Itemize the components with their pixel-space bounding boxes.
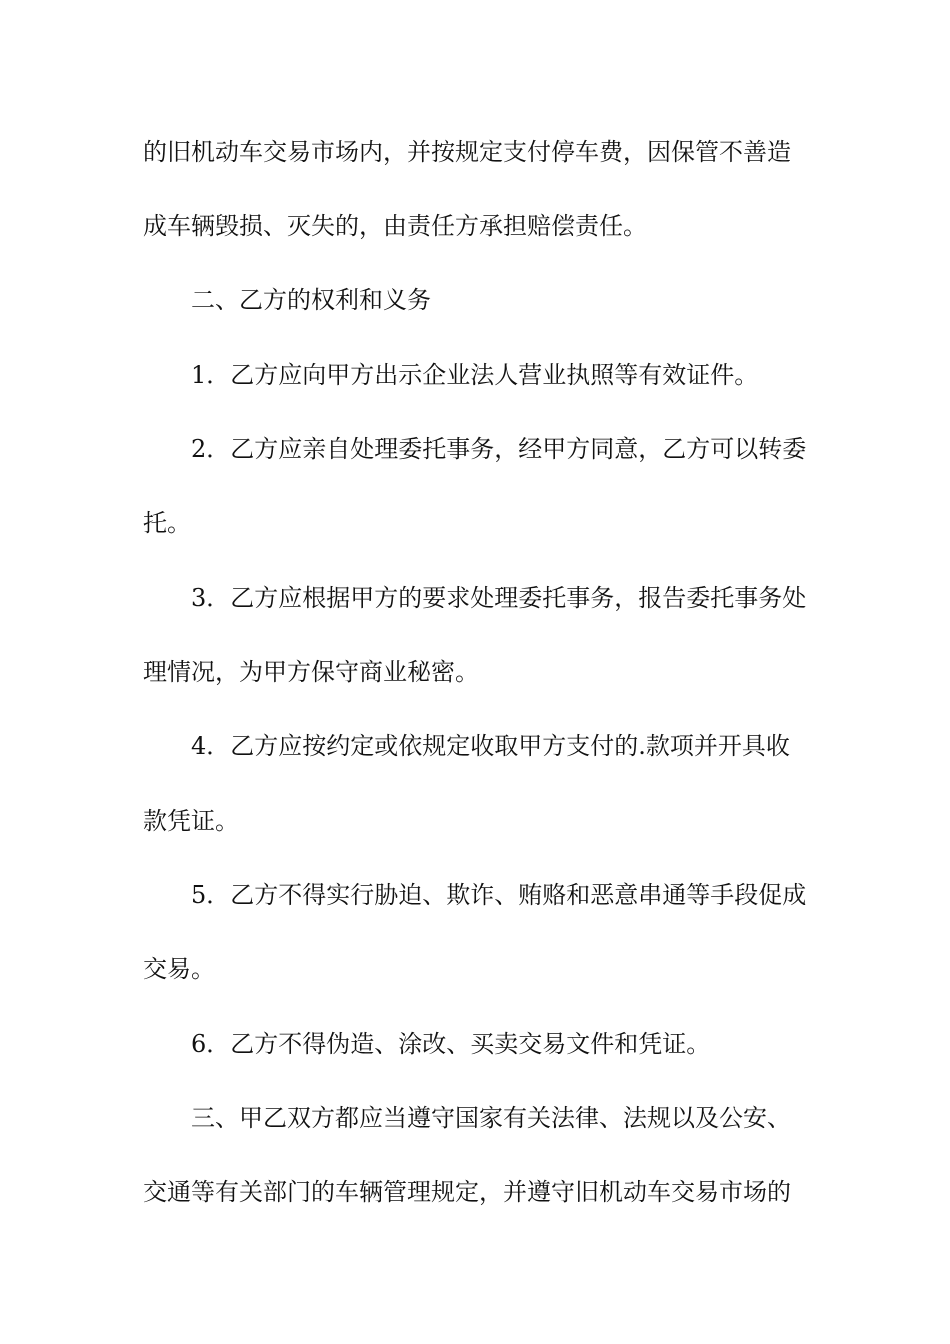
line-text: 交易。 — [143, 955, 215, 983]
text-line — [0, 801, 950, 841]
text-line — [0, 206, 950, 246]
line-text: 6．乙方不得伪造、涂改、买卖交易文件和凭证。 — [191, 1030, 711, 1058]
section-heading — [0, 280, 950, 320]
line-text: 2．乙方应亲自处理委托事务，经甲方同意，乙方可以转委 — [191, 435, 807, 463]
text-line — [0, 429, 950, 469]
text-line — [0, 726, 950, 766]
line-text: 成车辆毁损、灭失的，由责任方承担赔偿责任。 — [143, 212, 647, 240]
line-text: 款凭证。 — [143, 807, 239, 835]
text-line — [0, 132, 950, 172]
text-line — [0, 1024, 950, 1064]
line-text: 交通等有关部门的车辆管理规定，并遵守旧机动车交易市场的 — [143, 1178, 791, 1206]
text-line — [0, 578, 950, 618]
text-line — [0, 875, 950, 915]
line-text: 理情况，为甲方保守商业秘密。 — [143, 658, 479, 686]
line-text: 托。 — [143, 509, 191, 537]
line-text: 的旧机动车交易市场内，并按规定支付停车费，因保管不善造 — [143, 138, 791, 166]
line-text: 5．乙方不得实行胁迫、欺诈、贿赂和恶意串通等手段促成 — [191, 881, 807, 909]
text-line — [0, 355, 950, 395]
text-line — [0, 652, 950, 692]
line-text: 1．乙方应向甲方出示企业法人营业执照等有效证件。 — [191, 361, 759, 389]
line-text: 4．乙方应按约定或依规定收取甲方支付的.款项并开具收 — [191, 732, 790, 760]
line-text: 3．乙方应根据甲方的要求处理委托事务，报告委托事务处 — [191, 584, 807, 612]
line-text: 三、甲乙双方都应当遵守国家有关法律、法规以及公安、 — [191, 1104, 791, 1132]
line-text: 二、乙方的权利和义务 — [191, 286, 431, 314]
text-line — [0, 1172, 950, 1212]
text-line — [0, 949, 950, 989]
text-line — [0, 503, 950, 543]
section-heading — [0, 1098, 950, 1138]
